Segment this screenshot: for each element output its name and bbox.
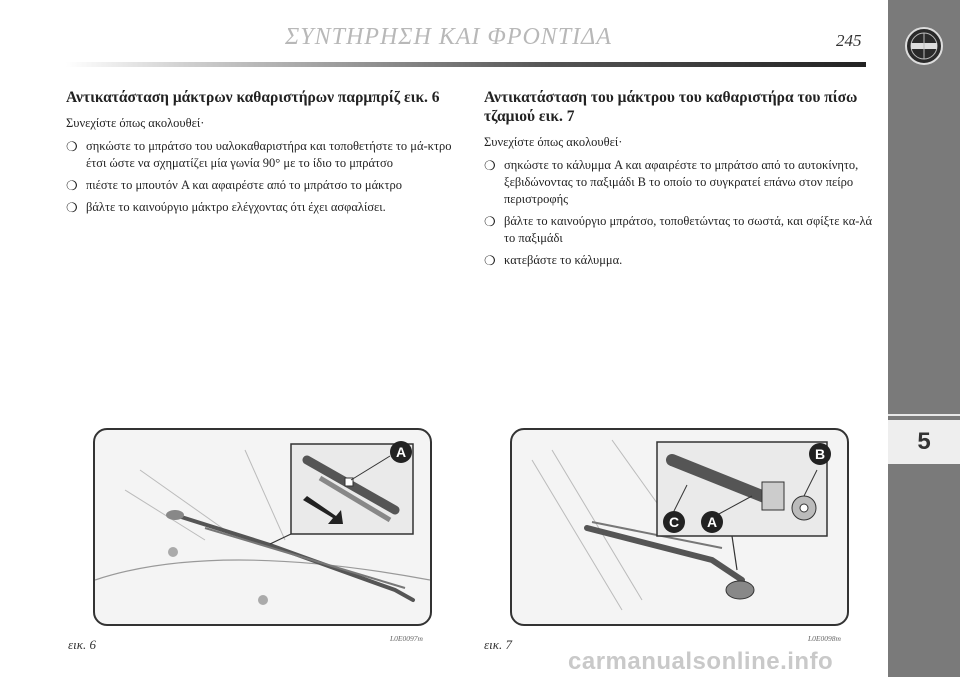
step-text: σηκώστε το μπράτσο του υαλοκαθαριστήρα και τοποθετήστε το μά-κτρο έτσι ώστε να σχηματίζει μία γωνία 90° με το ίδιο το μπράτσο	[86, 139, 452, 170]
right-column	[484, 88, 874, 274]
list-item	[66, 177, 456, 194]
chapter-side-tab	[888, 0, 960, 677]
side-tab-band	[888, 414, 960, 416]
bullet-icon: ❍	[66, 178, 78, 193]
left-section-intro: Συνεχίστε όπως ακολουθεί·	[66, 116, 205, 130]
page-number: 245	[836, 31, 862, 50]
figure-7-caption: εικ. 7	[484, 637, 512, 652]
bullet-icon: ❍	[484, 158, 496, 173]
figure-label: A	[395, 444, 407, 460]
figure-label: B	[814, 446, 826, 462]
list-item	[484, 213, 874, 247]
step-text: κατεβάστε το κάλυμμα.	[504, 253, 623, 267]
step-text: βάλτε το καινούργιο μπράτσο, τοποθετώντας το σωστά, και σφίξτε κα-λά το παξιμάδι	[504, 214, 873, 245]
figure-7-code: L0E0098m	[808, 634, 841, 643]
right-section-heading: Αντικατάσταση του μάκτρου του καθαριστήρα του πίσω τζαμιού εικ. 7	[484, 89, 858, 125]
bullet-icon: ❍	[66, 200, 78, 215]
bullet-icon: ❍	[66, 139, 78, 154]
step-text: βάλτε το καινούργιο μάκτρο ελέγχοντας ότι έχει ασφαλίσει.	[86, 200, 386, 214]
figure-6-windscreen-wiper	[93, 428, 432, 626]
chapter-number: 5	[888, 420, 960, 464]
figure-6-code: L0E0097m	[390, 634, 423, 643]
bullet-icon: ❍	[484, 214, 496, 229]
lancia-logo-icon	[904, 26, 944, 66]
windscreen-wiper-illustration	[95, 430, 430, 624]
step-text: σηκώστε το κάλυμμα A και αφαιρέστε το μπράτσο από το αυτοκίνητο, ξεβιδώνοντας το παξιμάδι B το οποίο το συγκρατεί επάνω στον πείρο περιστροφής	[504, 158, 859, 206]
left-section-heading: Αντικατάσταση μάκτρων καθαριστήρων παρμπρίζ εικ. 6	[66, 89, 440, 106]
header-rule	[66, 62, 866, 67]
list-item	[484, 157, 874, 208]
right-steps-list	[484, 157, 874, 269]
left-steps-list	[66, 138, 456, 216]
figure-label: A	[706, 514, 718, 530]
running-header-title: ΣΥΝΤΗΡΗΣΗ ΚΑΙ ΦΡΟΝΤΙΔΑ	[285, 24, 612, 50]
bullet-icon: ❍	[484, 253, 496, 268]
figure-label: C	[668, 514, 680, 530]
watermark: carmanualsonline.info	[568, 648, 834, 675]
step-text: πιέστε το μπουτόν A και αφαιρέστε από το μπράτσο το μάκτρο	[86, 178, 402, 192]
rear-wiper-illustration	[512, 430, 847, 624]
right-section-intro: Συνεχίστε όπως ακολουθεί·	[484, 135, 623, 149]
list-item	[66, 199, 456, 216]
figure-6-caption: εικ. 6	[68, 637, 96, 652]
left-column	[66, 88, 456, 221]
list-item	[66, 138, 456, 172]
figure-7-rear-wiper	[510, 428, 849, 626]
list-item	[484, 252, 874, 269]
